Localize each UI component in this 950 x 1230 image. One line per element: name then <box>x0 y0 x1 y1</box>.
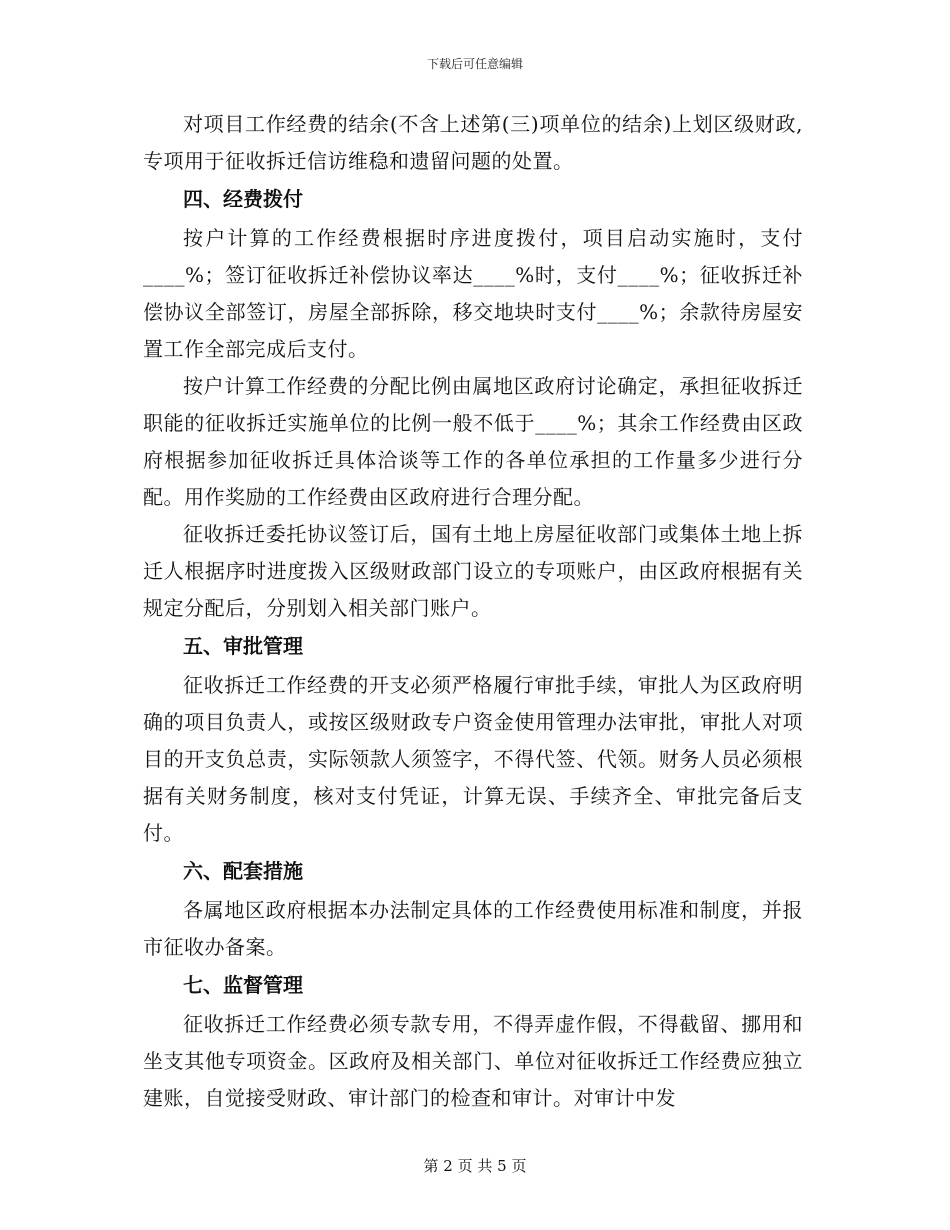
paragraph-approval: 征收拆迁工作经费的开支必须严格履行审批手续，审批人为区政府明确的项目负责人，或按区级财政专户资金使用管理办法审批，审批人对项目的开支负总责，实际领款人须签字，不得代签、代领。财务人员必须根据有关财务制度，核对支付凭证，计算无误、手续齐全、审批完备后支付。 <box>143 673 803 845</box>
section-heading-measures: 六、配套措施 <box>183 859 303 883</box>
section-heading-approval: 五、审批管理 <box>183 634 303 658</box>
section-heading-supervision: 七、监督管理 <box>183 973 303 997</box>
section-heading-funding: 四、经费拨付 <box>183 187 303 211</box>
page-header-note: 下载后可任意编辑 <box>426 57 523 71</box>
paragraph-allocation-ratio: 按户计算工作经费的分配比例由属地区政府讨论确定，承担征收拆迁职能的征收拆迁实施单位的比例一般不低于____%；其余工作经费由区政府根据参加征收拆迁具体洽谈等工作的各单位承担的工作量多少进行分配。用作奖励的工作经费由区政府进行合理分配。 <box>143 374 803 509</box>
document-body <box>143 106 803 1117</box>
paragraph-measures: 各属地区政府根据本办法制定具体的工作经费使用标准和制度，并报市征收办备案。 <box>143 898 803 959</box>
paragraph-special-account: 征收拆迁委托协议签订后，国有土地上房屋征收部门或集体土地上拆迁人根据序时进度拨入区级财政部门设立的专项账户，由区政府根据有关规定分配后，分别划入相关部门账户。 <box>143 522 803 620</box>
page-number: 第 2 页 共 5 页 <box>423 1157 527 1175</box>
paragraph-supervision: 征收拆迁工作经费必须专款专用，不得弄虚作假，不得截留、挪用和坐支其他专项资金。区政府及相关部门、单位对征收拆迁工作经费应独立建账，自觉接受财政、审计部门的检查和审计。对审计中发 <box>143 1012 803 1110</box>
paragraph-surplus: 对项目工作经费的结余(不含上述第(三)项单位的结余)上划区级财政,专项用于征收拆迁信访维稳和遗留问题的处置。 <box>143 112 803 173</box>
paragraph-payment-schedule: 按户计算的工作经费根据时序进度拨付，项目启动实施时，支付____%；签订征收拆迁补偿协议率达____%时，支付____%；征收拆迁补偿协议全部签订，房屋全部拆除，移交地块时支付____%；余款待房屋安置工作全部完成后支付。 <box>143 226 803 361</box>
